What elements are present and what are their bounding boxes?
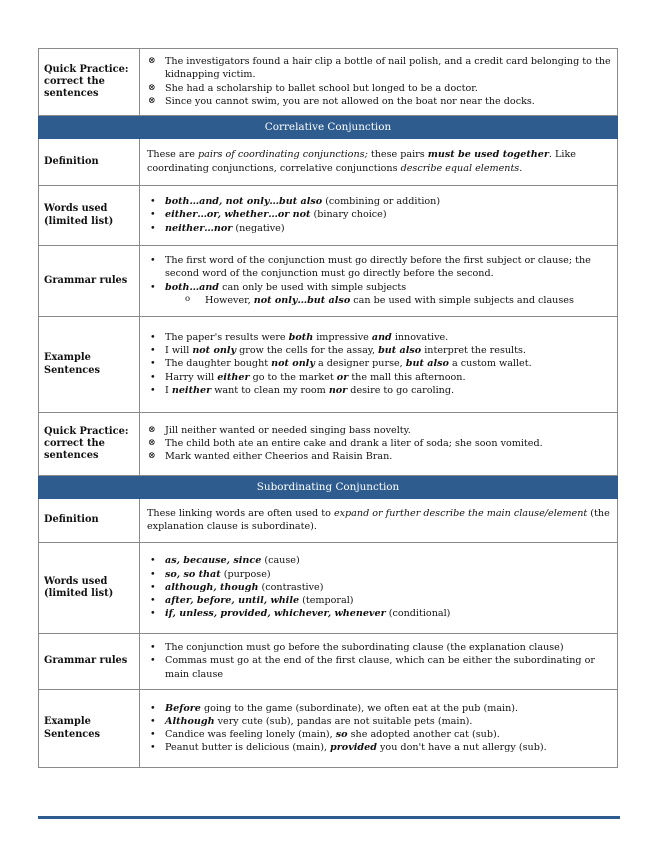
keyword: either	[217, 371, 250, 383]
conjunction-table	[38, 48, 618, 768]
table-row	[39, 186, 618, 246]
text-span: .	[519, 162, 523, 174]
list-item	[147, 281, 611, 294]
text-span: go to the market	[249, 371, 337, 383]
section-header-row	[39, 476, 618, 499]
examples-list	[147, 331, 611, 397]
text-span: interpret the results.	[421, 345, 526, 357]
text-span: I	[165, 384, 172, 396]
text-span: these pairs	[367, 149, 428, 161]
list-item: • The first word of the conjunction must go directly before the first subject or clause; the second word of the conjunction must go directly before the second.	[147, 254, 611, 280]
row-content	[140, 49, 618, 116]
definition-text	[140, 139, 618, 186]
list-item	[147, 294, 611, 307]
row-label: Quick Practice: correct the sentences	[39, 413, 140, 476]
row-label: Example Sentences	[39, 690, 140, 768]
note: (combining or addition)	[322, 196, 441, 208]
row-content	[140, 543, 618, 634]
words-list	[147, 195, 611, 235]
table-row	[39, 690, 618, 768]
text-span: desire to go caroling.	[347, 384, 455, 396]
list-item: ⊗ Mark wanted either Cheerios and Raisin Bran.	[147, 450, 611, 463]
keyword: not only	[271, 358, 315, 370]
text-span: can be used with simple subjects and clauses	[350, 294, 574, 306]
bold-italic-text: must be used together	[427, 149, 549, 161]
text-span: innovative.	[391, 331, 449, 343]
text-span: I will	[165, 345, 193, 357]
row-label: Words used (limited list)	[39, 543, 140, 634]
list-item: ⊗ Jill neither wanted or needed singing bass novelty.	[147, 424, 611, 437]
list-item: ⊗ The investigators found a hair clip a bottle of nail polish, and a credit card belonging to the kidnapping victim.	[147, 55, 611, 81]
text-span: going to the game (subordinate), we often eat at the pub (main).	[200, 702, 519, 714]
keyword: both…and, not only…but also	[165, 196, 323, 208]
table-row	[39, 543, 618, 634]
keyword: but also	[405, 358, 449, 370]
keyword: provided	[330, 742, 377, 754]
italic-text: describe equal elements	[400, 162, 520, 174]
text-span: Harry will	[165, 371, 218, 383]
keyword: if, unless, provided, whichever, whenever	[165, 608, 386, 620]
text-span: Candice was feeling lonely (main),	[165, 729, 336, 740]
row-label: Words used (limited list)	[39, 186, 140, 246]
text-span: (the explanation clause is subordinate).	[147, 507, 610, 532]
rules-list	[147, 254, 611, 307]
text-span: These are	[147, 149, 198, 161]
list-item: • Commas must go at the end of the first clause, which can be either the subordinating or main clause	[147, 654, 611, 680]
note: (contrastive)	[258, 581, 324, 593]
italic-text: pairs of coordinating conjunctions;	[197, 149, 368, 161]
row-label: Grammar rules	[39, 634, 140, 690]
section-header: Correlative Conjunction	[39, 116, 618, 139]
keyword: Before	[165, 702, 201, 714]
list-item	[147, 357, 611, 370]
examples-list	[147, 702, 611, 755]
row-content	[140, 246, 618, 317]
keyword: and	[371, 331, 392, 343]
table-row	[39, 413, 618, 476]
note: (purpose)	[220, 568, 271, 580]
list-item	[147, 195, 611, 208]
list-item: ⊗ She had a scholarship to ballet school but longed to be a doctor.	[147, 82, 611, 95]
text-span: a designer purse,	[314, 358, 406, 370]
table-row	[39, 499, 618, 543]
list-item	[147, 568, 611, 581]
table-row	[39, 634, 618, 690]
text-span: . Like coordinating conjunctions, correlative conjunctions	[147, 149, 576, 174]
keyword: neither	[171, 384, 212, 396]
row-content	[140, 413, 618, 476]
keyword: but also	[378, 345, 422, 357]
row-content	[140, 690, 618, 768]
list-item	[147, 594, 611, 607]
section-header: Subordinating Conjunction	[39, 476, 618, 499]
list-item	[147, 344, 611, 357]
text-span: want to clean my room	[211, 384, 329, 396]
list-item	[147, 222, 611, 235]
text-span: a custom wallet.	[448, 358, 532, 370]
text-span: However,	[205, 294, 254, 306]
list-item	[147, 728, 611, 741]
list-item	[147, 741, 611, 754]
text-span: impressive	[313, 331, 372, 343]
keyword: not only…but also	[253, 294, 351, 306]
section-header-row	[39, 116, 618, 139]
list-item	[147, 702, 611, 715]
text-span: very cute (sub), pandas are not suitable pets (main).	[214, 715, 473, 727]
italic-text: expand or further describe the main clause/element	[333, 507, 588, 519]
keyword: after, before, until, while	[165, 595, 300, 607]
list-item	[147, 331, 611, 344]
keyword: both…and	[165, 281, 220, 293]
keyword: not only	[192, 345, 237, 357]
definition-text	[140, 499, 618, 543]
keyword: Although	[165, 715, 215, 727]
footer-rule	[38, 816, 620, 819]
table-row	[39, 246, 618, 317]
text-span: she adopted another cat (sub).	[347, 729, 500, 740]
row-label: Example Sentences	[39, 317, 140, 413]
keyword: both	[288, 331, 314, 343]
keyword: although, though	[165, 581, 259, 593]
note: (temporal)	[299, 595, 354, 607]
list-item: ⊗ The child both ate an entire cake and drank a liter of soda; she soon vomited.	[147, 437, 611, 450]
list-item: ⊗ Since you cannot swim, you are not allowed on the boat nor near the docks.	[147, 95, 611, 108]
row-label: Grammar rules	[39, 246, 140, 317]
keyword: neither…nor	[165, 222, 233, 234]
note: (cause)	[261, 555, 300, 567]
text-span: These linking words are often used to	[147, 507, 334, 519]
keyword: so, so that	[165, 568, 221, 580]
text-span: can only be used with simple subjects	[219, 281, 407, 293]
note: (conditional)	[385, 608, 451, 620]
text-span: The paper's results were	[165, 331, 289, 343]
text-span: you don't have a nut allergy (sub).	[376, 742, 547, 754]
list-item: • The conjunction must go before the subordinating clause (the explanation clause)	[147, 641, 611, 654]
words-list	[147, 554, 611, 620]
rules-list	[147, 641, 611, 681]
note: (binary choice)	[310, 209, 387, 221]
list-item	[147, 208, 611, 221]
keyword: so	[335, 729, 348, 740]
table-row	[39, 139, 618, 186]
list-item	[147, 607, 611, 620]
list-item	[147, 554, 611, 567]
list-item	[147, 581, 611, 594]
text-span: the mall this afternoon.	[348, 371, 466, 383]
text-span: Peanut butter is delicious (main),	[165, 742, 331, 754]
row-label: Quick Practice: correct the sentences	[39, 49, 140, 116]
list-item	[147, 384, 611, 397]
table-row	[39, 49, 618, 116]
row-content	[140, 634, 618, 690]
list-item	[147, 371, 611, 384]
table-row	[39, 317, 618, 413]
row-label: Definition	[39, 499, 140, 543]
list-item	[147, 715, 611, 728]
keyword: nor	[328, 384, 348, 396]
keyword: either…or, whether…or not	[165, 209, 311, 221]
keyword: as, because, since	[165, 555, 262, 567]
practice-list	[147, 55, 611, 108]
row-label: Definition	[39, 139, 140, 186]
text-span: The daughter bought	[165, 358, 272, 370]
note: (negative)	[232, 222, 285, 234]
row-content	[140, 186, 618, 246]
row-content	[140, 317, 618, 413]
keyword: or	[336, 371, 349, 383]
text-span: grow the cells for the assay,	[236, 345, 379, 357]
practice-list	[147, 424, 611, 464]
